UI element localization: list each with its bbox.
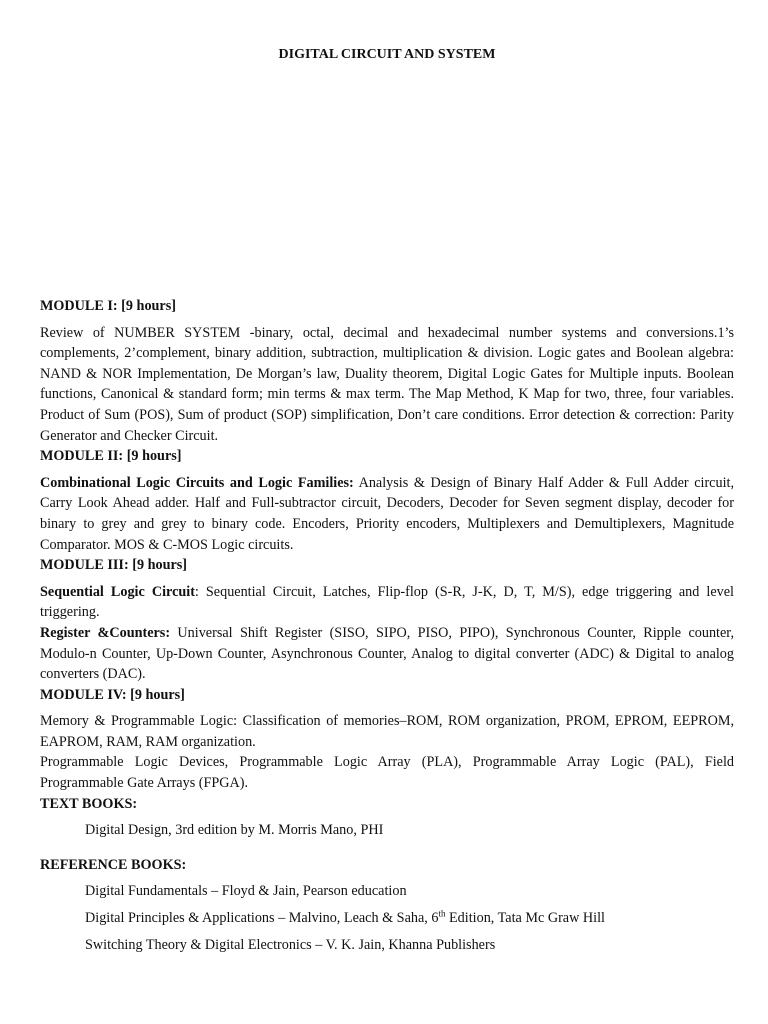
module-1-heading: MODULE I: [9 hours] [40, 298, 176, 314]
module-3-heading: MODULE III: [9 hours] [40, 557, 188, 574]
module-4-paragraph-pld [40, 752, 734, 793]
syllabus-content [40, 296, 734, 961]
reference-books-list [40, 881, 734, 955]
reference-book-item [40, 935, 734, 956]
module-2-paragraph-lead: Combinational Logic Circuits and Logic Families: [40, 474, 354, 491]
module-2-paragraph [40, 473, 734, 555]
reference-books-heading: REFERENCE BOOKS: [40, 856, 187, 873]
module-4-paragraph-1-text: Memory & Programmable Logic: Classification of memories–ROM, ROM organization, PROM, EPROM, EEPROM, EAPROM, RAM, RAM organization. [40, 713, 734, 750]
module-3-paragraph-1-lead: Sequential Logic Circuit [40, 583, 195, 600]
reference-book-3-text: Switching Theory & Digital Electronics – V. K. Jain, Khanna Publishers [85, 936, 496, 953]
reference-book-2-text-suffix: Edition, Tata Mc Graw Hill [445, 910, 605, 927]
module-3-paragraph-1-text: : Sequential Circuit, Latches, Flip-flop (S-R, J-K, D, T, M/S), edge triggering and level triggering. [40, 583, 734, 621]
module-4-paragraph-2-text: Programmable Logic Devices, Programmable Logic Array (PLA), Programmable Array Logic (PAL), Field Programmable Gate Arrays (FPGA). [40, 754, 734, 792]
module-1-paragraph-text: Review of NUMBER SYSTEM -binary, octal, decimal and hexadecimal number systems and conversions.1’s complements, 2’complement, binary addition, subtraction, multiplication & division. Logic gates and Boolean algebra: NAND & NOR Implementation, De Morgan’s law, Duality theorem, Digital Logic Gates for Multiple inputs. Boolean functions, Canonical & standard form; min terms & max term. The Map Method, K Map for two, three, four variables. Product of Sum (POS), Sum of product (SOP) simplification, Don’t care conditions. Error detection & correction: Parity Generator and Checker Circuit. [40, 324, 734, 444]
reference-book-2-text: Digital Principles & Applications – Malvino, Leach & Saha, 6 [85, 910, 439, 927]
reference-book-2-superscript: th [438, 908, 446, 919]
document-title: DIGITAL CIRCUIT AND SYSTEM [278, 47, 496, 62]
module-2-heading: MODULE II: [9 hours] [40, 448, 182, 465]
text-books-heading: TEXT BOOKS: [40, 795, 138, 812]
module-3-paragraph-registers [40, 623, 734, 685]
module-1-paragraph [40, 323, 734, 447]
module-3-paragraph-sequential [40, 582, 734, 623]
module-4-paragraph-memory [40, 711, 734, 752]
module-3-paragraph-2-lead: Register &Counters: [40, 624, 171, 641]
reference-book-item [40, 908, 734, 929]
module-3-paragraph-2-text: Universal Shift Register (SISO, SIPO, PISO, PIPO), Synchronous Counter, Ripple counter, Modulo-n Counter, Up-Down Counter, Asynchronous Counter, Analog to digital converter (ADC) & Digital to analog converters (DAC). [40, 624, 734, 683]
module-2-paragraph-text: Analysis & Design of Binary Half Adder & Full Adder circuit, Carry Look Ahead adder. Half and Full-subtractor circuit, Decoders, Decoder for Seven segment display, decoder for binary to grey and grey to binary code. Encoders, Priority encoders, Multiplexers and Demultiplexers, Magnitude Comparator. MOS & C-MOS Logic circuits. [40, 474, 734, 553]
module-4-heading: MODULE IV: [9 hours] [40, 686, 185, 703]
reference-book-item [40, 881, 734, 902]
text-book-item: Digital Design, 3rd edition by M. Morris Mano, PHI [85, 822, 384, 839]
reference-book-1-text: Digital Fundamentals – Floyd & Jain, Pearson education [85, 883, 407, 900]
